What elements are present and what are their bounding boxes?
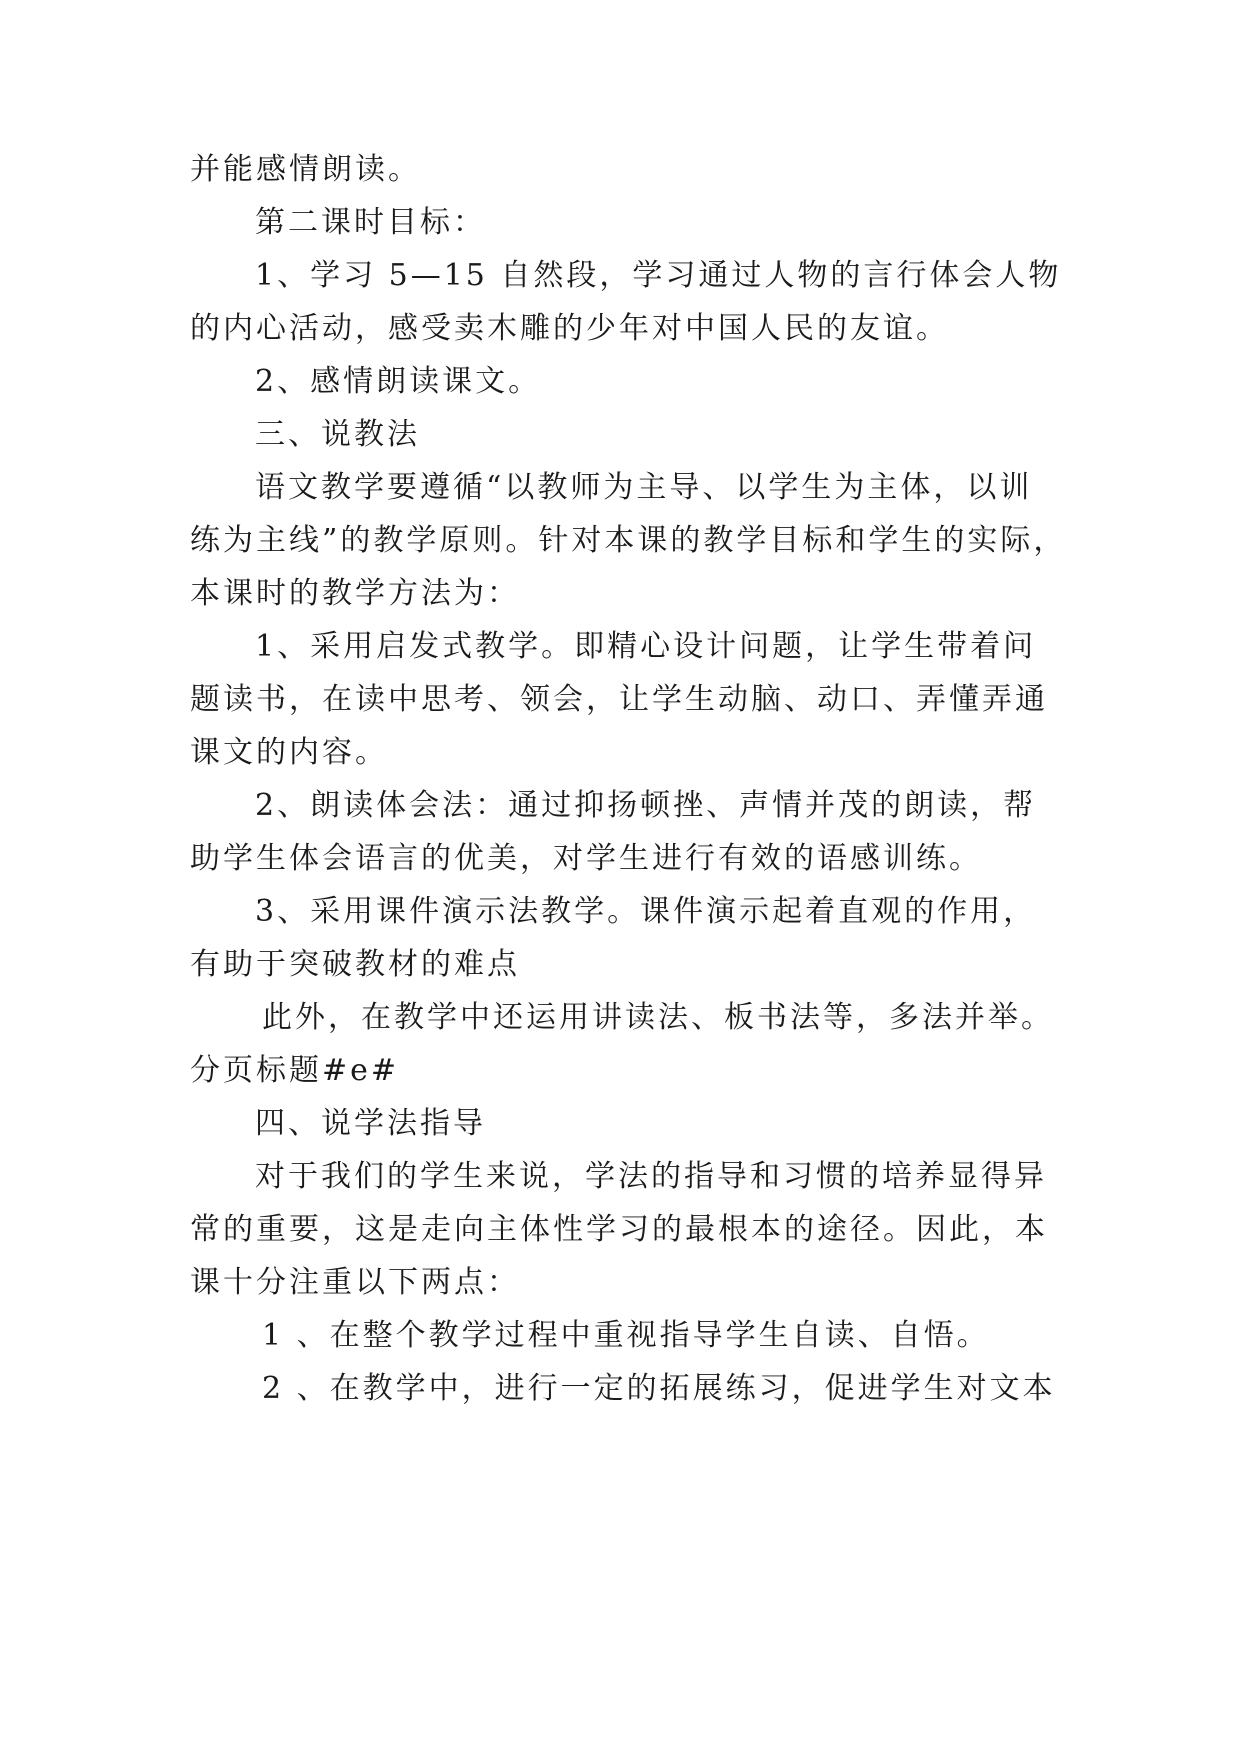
section-heading: 四、说学法指导 — [255, 1106, 486, 1141]
paragraph-line: 1、学习 5—15 自然段，学习通过人物的言行体会人物 — [255, 258, 1062, 293]
paragraph-line: 课文的内容。 — [190, 735, 388, 770]
paragraph-line: 此外，在教学中还运用讲读法、板书法等，多法并举。 — [262, 1000, 1054, 1035]
paragraph-line: 语文教学要遵循“以教师为主导、以学生为主体，以训 — [255, 470, 1033, 505]
paragraph-line: 1 、在整个教学过程中重视指导学生自读、自悟。 — [262, 1318, 990, 1353]
paragraph-line: 1、采用启发式教学。即精心设计问题，让学生带着问 — [255, 629, 1037, 664]
paragraph-line: 常的重要，这是走向主体性学习的最根本的途径。因此，本 — [190, 1212, 1048, 1247]
page-break-marker: 分页标题#e# — [190, 1053, 400, 1088]
section-heading: 第二课时目标： — [255, 205, 486, 240]
paragraph-line: 对于我们的学生来说，学法的指导和习惯的培养显得异 — [255, 1159, 1047, 1194]
paragraph-line: 的内心活动，感受卖木雕的少年对中国人民的友谊。 — [190, 311, 949, 346]
paragraph-line: 3、采用课件演示法教学。课件演示起着直观的作用， — [255, 894, 1037, 929]
paragraph-line: 题读书，在读中思考、领会，让学生动脑、动口、弄懂弄通 — [190, 682, 1048, 717]
section-heading: 三、说教法 — [255, 417, 420, 452]
paragraph-line: 并能感情朗读。 — [190, 152, 421, 187]
paragraph-line: 本课时的教学方法为： — [190, 576, 520, 611]
paragraph-line: 2、朗读体会法：通过抑扬顿挫、声情并茂的朗读，帮 — [255, 788, 1037, 823]
paragraph-line: 助学生体会语言的优美，对学生进行有效的语感训练。 — [190, 841, 982, 876]
paragraph-line: 有助于突破教材的难点 — [190, 947, 520, 982]
paragraph-line: 练为主线”的教学原则。针对本课的教学目标和学生的实际， — [190, 523, 1067, 558]
paragraph-line: 2 、在教学中，进行一定的拓展练习，促进学生对文本 — [262, 1371, 1056, 1406]
paragraph-line: 2、感情朗读课文。 — [255, 364, 542, 399]
paragraph-line: 课十分注重以下两点： — [190, 1265, 520, 1300]
